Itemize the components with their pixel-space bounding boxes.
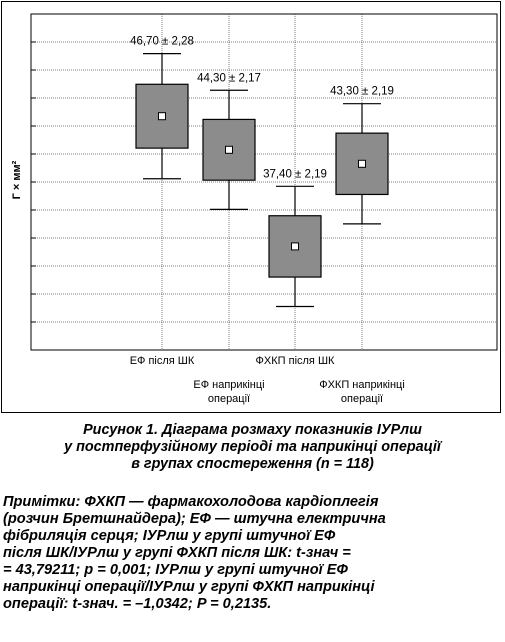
caption-line: у постперфузійному періоді та наприкінці операції <box>64 439 441 455</box>
figure-caption <box>0 422 505 473</box>
notes-line: = 43,79211; p = 0,001; ІУРлш у групі штучної ЕФ <box>3 562 348 578</box>
category-label-line: ЕФ наприкінці <box>193 379 265 391</box>
category-label-line: ЕФ після ШК <box>129 355 195 367</box>
category-label <box>193 379 264 405</box>
category-label <box>319 379 405 405</box>
category-label-line: операції <box>207 393 251 405</box>
figure-notes <box>3 494 503 613</box>
mean-marker <box>159 113 166 120</box>
caption-line: Рисунок 1. Діаграма розмаху показників ІУРлш <box>83 422 422 438</box>
notes-line: Примітки: ФХКП — фармакохолодова кардіоплегія <box>3 494 379 510</box>
notes-line: наприкінці операції/ІУРлш у групі ФХКП наприкінці <box>3 579 375 595</box>
category-label-line: ФХКП наприкінці <box>319 379 405 391</box>
data-label: 43,30 ± 2,19 <box>330 85 394 98</box>
notes-line: після ШК/ІУРлш у групі ФХКП після ШК: t-знач = <box>3 545 351 561</box>
notes-line: операції: t-знач. = –1,0342; P = 0,2135. <box>3 596 272 612</box>
mean-marker <box>359 160 366 167</box>
data-label: 44,30 ± 2,17 <box>197 72 261 85</box>
notes-line: (розчин Бретшнайдера); ЕФ — штучна електрична <box>3 511 386 527</box>
category-label <box>256 355 335 367</box>
category-labels <box>130 355 405 405</box>
data-label: 46,70 ± 2,28 <box>130 35 194 48</box>
mean-marker <box>226 146 233 153</box>
y-axis-label: Г × мм² <box>11 160 23 200</box>
caption-line: в групах спостереження (n = 118) <box>131 456 374 472</box>
data-label: 37,40 ± 2,19 <box>263 168 327 181</box>
category-label-line: операції <box>340 393 384 405</box>
category-label-line: ФХКП після ШК <box>255 355 335 367</box>
mean-marker <box>292 243 299 250</box>
notes-line: фібриляція серця; ІУРлш у групі штучної ЕФ <box>3 528 336 544</box>
category-label <box>130 355 195 367</box>
